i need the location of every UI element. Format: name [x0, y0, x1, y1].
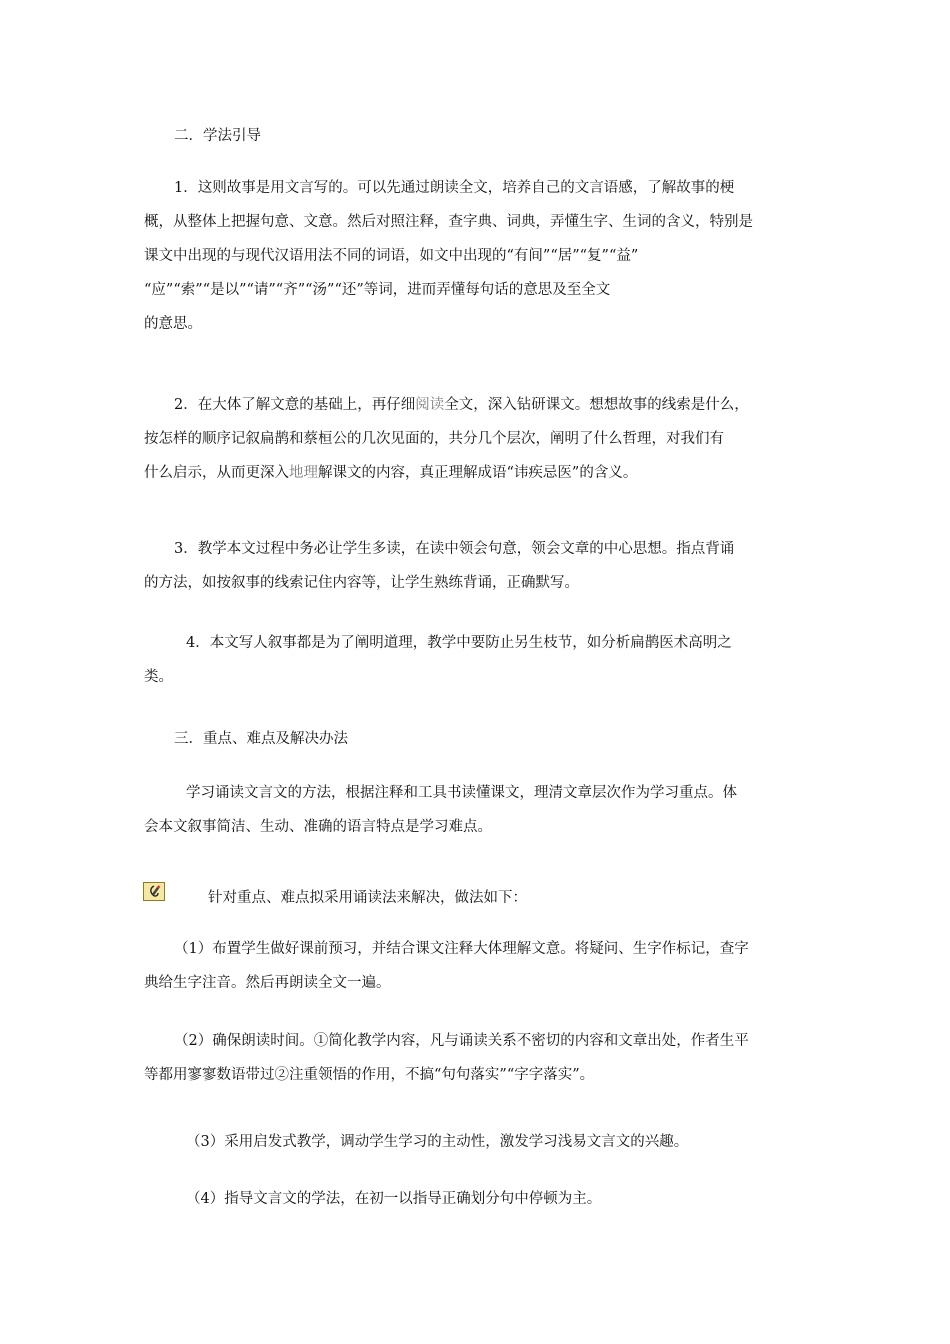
reading-link[interactable]: 阅读 [415, 397, 445, 413]
section-3-heading: 三．重点、难点及解决办法 [174, 731, 348, 747]
paragraph-1-line-3: 课文中出现的与现代汉语用法不同的词语，如文中出现的“有间”“居”“复”“益” [144, 248, 639, 264]
paragraph-2-line-1 [144, 388, 804, 422]
paragraph-2-line-2: 按怎样的顺序记叙扁鹊和蔡桓公的几次见面的，共分几个层次，阐明了什么哲理，对我们有 [144, 431, 724, 447]
item-2-line-1: （2）确保朗读时间。①简化教学内容，凡与诵读关系不密切的内容和文章出处，作者生平 [174, 1033, 749, 1049]
paragraph-2-text-b: 全文，深入钻研课文。想想故事的线索是什么， [444, 397, 749, 413]
item-2 [144, 1024, 804, 1092]
item-4: （4）指导文言文的学法，在初一以指导正确划分句中停顿为主。 [186, 1191, 602, 1207]
paragraph-4 [144, 626, 804, 694]
paragraph-4-line-1: 4．本文写人叙事都是为了阐明道理，教学中要防止另生枝节，如分析扁鹊医术高明之 [186, 635, 732, 651]
paragraph-1 [144, 171, 804, 341]
section-3-intro-line-1: 学习诵读文言文的方法，根据注释和工具书读懂课文，理清文章层次作为学习重点。体 [186, 785, 737, 801]
item-2-line-2: 等都用寥寥数语带过②注重领悟的作用，不搞“句句落实”“字字落实”。 [144, 1067, 595, 1083]
paragraph-2-text-a: 2．在大体了解文意的基础上，再仔细 [174, 397, 416, 413]
paragraph-1-line-2: 概，从整体上把握句意、文意。然后对照注释，查字典、词典，弄懂生字、生词的含义，特别是 [144, 214, 753, 230]
item-1-line-2: 典给生字注音。然后再朗读全文一遍。 [144, 975, 391, 991]
geography-link[interactable]: 地理 [289, 465, 318, 481]
paragraph-1-line-5: 的意思。 [144, 316, 202, 332]
pencil-note-icon [143, 882, 165, 901]
section-3-intro [144, 776, 804, 844]
paragraph-3-line-2: 的方法，如按叙事的线索记住内容等，让学生熟练背诵，正确默写。 [144, 575, 579, 591]
paragraph-1-line-1: 1．这则故事是用文言写的。可以先通过朗读全文，培养自己的文言语感，了解故事的梗 [174, 180, 735, 196]
item-1-line-1: （1）布置学生做好课前预习，并结合课文注释大体理解文意。将疑问、生字作标记，查字 [174, 941, 749, 957]
section-3-intro-line-2: 会本文叙事简洁、生动、准确的语言特点是学习难点。 [144, 819, 492, 835]
section-2-heading: 二．学法引导 [174, 128, 261, 144]
paragraph-2 [144, 388, 804, 490]
paragraph-2-line-3 [144, 456, 804, 490]
item-3: （3）采用启发式教学，调动学生学习的主动性，激发学习浅易文言文的兴趣。 [186, 1134, 689, 1150]
paragraph-2-text-d: 解课文的内容，真正理解成语“讳疾忌医”的含义。 [318, 465, 638, 481]
paragraph-1-line-4: “应”“索”“是以”“请”“齐”“汤”“还”等词，进而弄懂每句话的意思及至全文 [144, 282, 611, 298]
paragraph-3 [144, 532, 804, 600]
item-1 [144, 932, 804, 1000]
paragraph-3-line-1: 3．教学本文过程中务必让学生多读，在读中领会句意，领会文章的中心思想。指点背诵 [174, 541, 735, 557]
paragraph-2-text-c: 什么启示，从而更深入 [144, 465, 289, 481]
method-intro: 针对重点、难点拟采用诵读法来解决，做法如下： [208, 890, 527, 906]
paragraph-4-line-2: 类。 [144, 669, 173, 685]
